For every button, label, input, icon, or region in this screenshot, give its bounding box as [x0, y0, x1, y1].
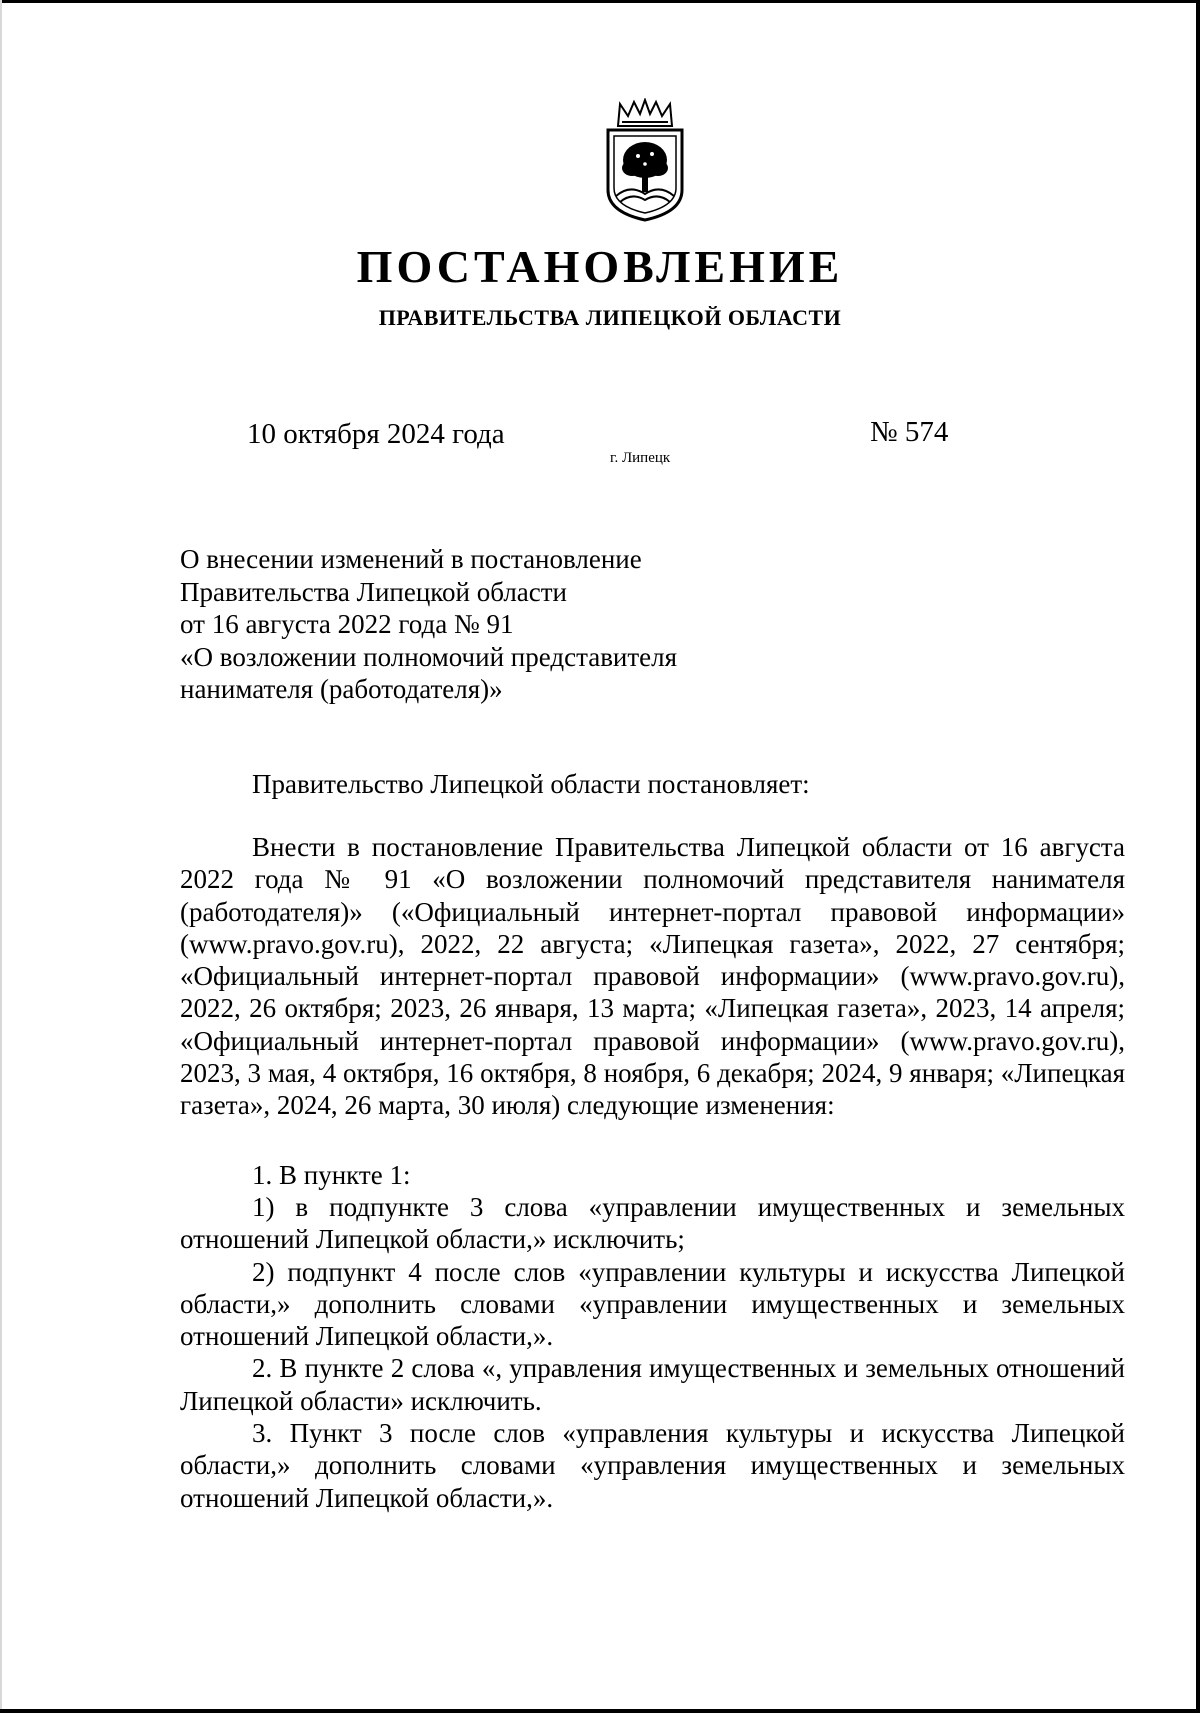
subject-line: Правительства Липецкой области: [180, 576, 568, 607]
subject-line: нанимателя (работодателя)»: [180, 674, 503, 704]
body-item: 1. В пункте 1:: [252, 1159, 411, 1190]
lipetsk-coat-of-arms-icon: [600, 98, 690, 222]
document-body: [180, 831, 1125, 1514]
body-item: 1) в подпункте 3 слова «управлении имущественных и земельных отношений Липецкой области,» исключить;: [180, 1191, 1125, 1255]
body-item: 2) подпункт 4 после слов «управлении культуры и искусства Липецкой области,» дополнить словами «управлении имущественных и земельных отношений Липецкой области,».: [180, 1256, 1125, 1352]
body-item: 3. Пункт 3 после слов «управления культуры и искусства Липецкой области,» дополнить словами «управления имущественных и земельных отношений Липецкой области,».: [180, 1418, 1125, 1513]
body-intro-paragraph: Внести в постановление Правительства Липецкой области от 16 августа 2022 года № 91 «О возложении полномочий представителя нанимателя (работодателя)» («Официальный интернет-портал правовой информации» (www.pravo.gov.ru), 2022, 22 августа; «Липецкая газета», 2022, 27 сентября; «Официальный интернет-портал правовой информации» (www.pravo.gov.ru), 2022, 26 октября; 2023, 26 января, 13 марта; «Липецкая газета», 2023, 14 апреля; «Официальный интернет-портал правовой информации» (www.pravo.gov.ru), 2023, 3 мая, 4 октября, 16 октября, 8 ноября, 6 декабря; 2024, 9 января; «Липецкая газета», 2024, 26 марта, 30 июля) следующие изменения:: [180, 832, 1125, 1121]
document-number: № 574: [870, 416, 949, 448]
document-place: г. Липецк: [610, 450, 671, 466]
scan-border-bottom: [0, 1709, 1200, 1713]
subject-line: от 16 августа 2022 года № 91: [180, 609, 514, 639]
document-issuer: ПРАВИТЕЛЬСТВА ЛИПЕЦКОЙ ОБЛАСТИ: [378, 305, 842, 330]
document-type-title: ПОСТАНОВЛЕНИЕ: [356, 241, 844, 292]
document-date: 10 октября 2024 года: [247, 418, 505, 450]
subject-line: «О возложении полномочий представителя: [180, 641, 678, 672]
subject-line: О внесении изменений в постановление: [180, 544, 642, 574]
document-subject: [180, 543, 800, 706]
scan-border-top: [0, 0, 1200, 3]
document-preamble: Правительство Липецкой области постановляет:: [252, 769, 810, 799]
body-item: 2. В пункте 2 слова «, управления имущественных и земельных отношений Липецкой области» исключить.: [180, 1353, 1125, 1416]
